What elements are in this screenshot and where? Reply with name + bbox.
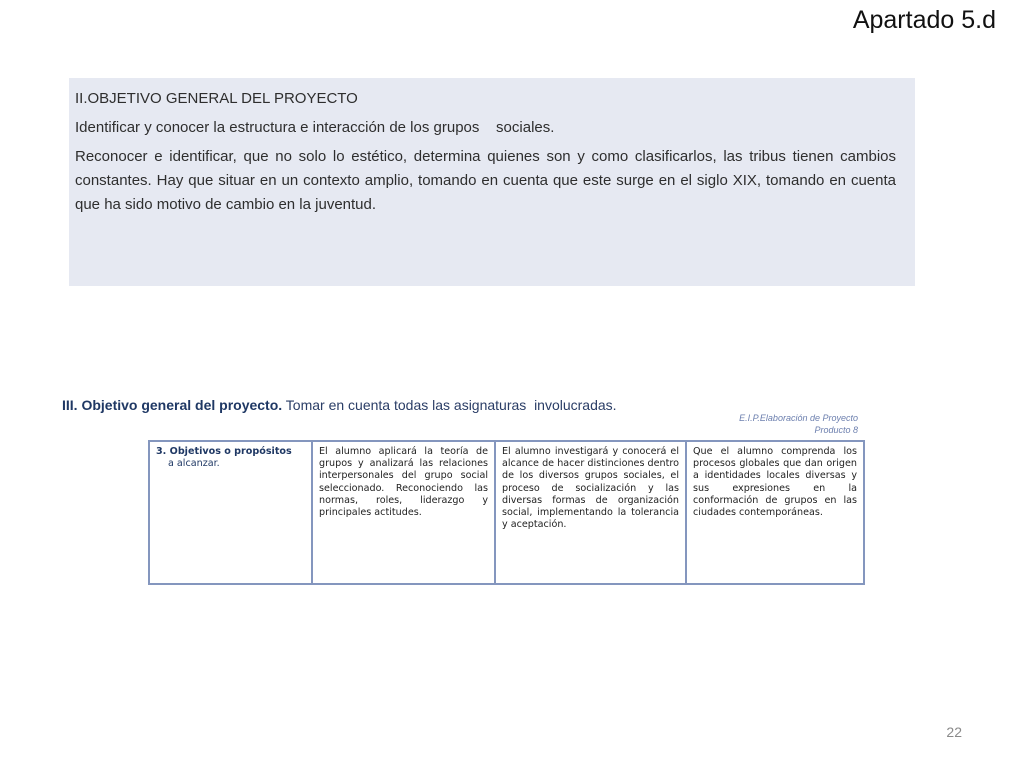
objective-box [69, 78, 915, 286]
section-caption-text: Tomar en cuenta todas las asignaturas involucradas. [282, 397, 617, 413]
objective-paragraph: Reconocer e identificar, que no solo lo estético, determina quienes son y como clasificarlos, las tribus tienen cambios constantes. Hay que situar en un contexto amplio, tomando en cuenta que este surge en el siglo XIX, tomando en cuenta que ha sido motivo de cambio en la juventud. [75, 148, 896, 213]
document-header-line1: E.I.P.Elaboración de Proyecto [739, 413, 858, 423]
table-label: 3. Objetivos o propósitos [156, 446, 292, 457]
section-caption [62, 397, 617, 413]
objective-line: Identificar y conocer la estructura e interacción de los grupos sociales. [75, 119, 555, 136]
document-header [739, 412, 858, 436]
table-cell: El alumno aplicará la teoría de grupos y analizará las relaciones interpersonales del grupo social seleccionado. Reconociendo las normas, roles, liderazgo y principales actitudes. [312, 441, 495, 584]
table-label-cell [149, 441, 312, 584]
objectives-table [148, 440, 865, 585]
page-number: 22 [946, 724, 962, 740]
table-cell: Que el alumno comprenda los procesos globales que dan origen a identidades locales diversas y sus expresiones en la conformación de grupos en las ciudades contemporáneas. [686, 441, 864, 584]
table-cell: El alumno investigará y conocerá el alcance de hacer distinciones dentro de los diversos grupos sociales, el proceso de socialización y las diversas formas de organización social, implementando la tolerancia y aceptación. [495, 441, 686, 584]
table-row [149, 441, 864, 584]
slide-title: Apartado 5.d [852, 6, 996, 34]
section-caption-bold: III. Objetivo general del proyecto. [62, 397, 283, 413]
objective-heading: II.OBJETIVO GENERAL DEL PROYECTO [75, 90, 358, 107]
table-label-sub: a alcanzar. [168, 458, 220, 470]
document-header-line2: Producto 8 [814, 425, 858, 435]
